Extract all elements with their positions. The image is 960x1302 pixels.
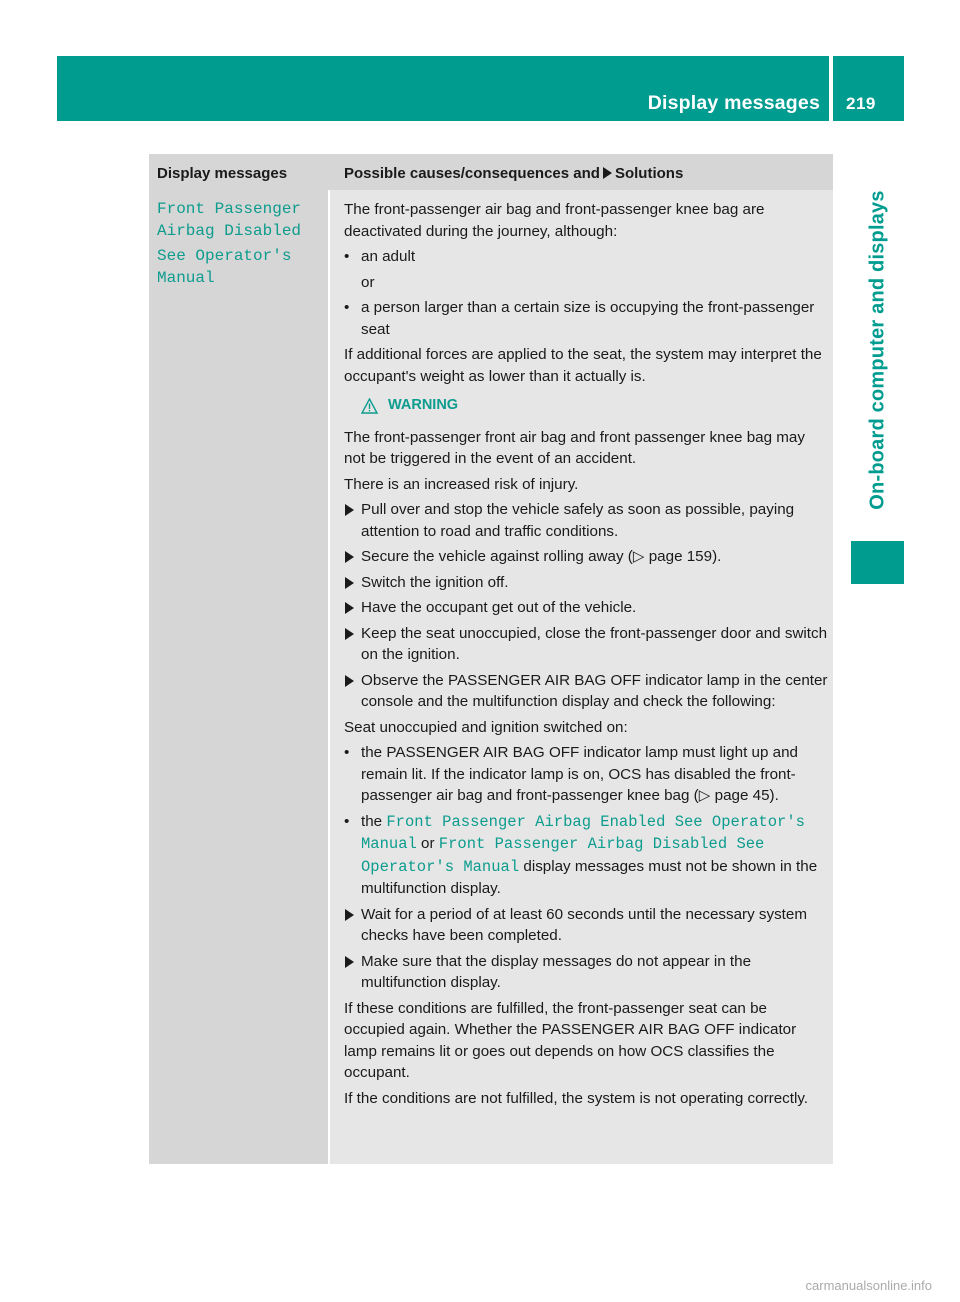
action-step: Have the occupant get out of the vehicle. xyxy=(344,597,830,619)
action-arrow-icon xyxy=(345,504,354,516)
list-item: • the PASSENGER AIR BAG OFF indicator lamp must light up and remain lit. If the indicator lamp is on, OCS has disabled the front-passenger air bag and front-passenger knee bag (▷ page 45). xyxy=(344,744,798,804)
action-step: Pull over and stop the vehicle safely as soon as possible, paying attention to road and traffic conditions. xyxy=(344,499,830,542)
body-paragraph: If these conditions are fulfilled, the front-passenger seat can be occupied again. Whether the PASSENGER AIR BAG OFF indicator lamp remains lit or goes out depends on how OCS classifies the occupant. xyxy=(344,999,797,1081)
warning-text: The front-passenger front air bag and front passenger knee bag may not be triggered in the event of an accident. xyxy=(344,428,805,467)
page-number: 219 xyxy=(846,94,876,113)
table-header xyxy=(149,154,833,190)
action-arrow-icon xyxy=(345,628,354,640)
action-arrow-icon xyxy=(345,909,354,921)
action-arrow-icon xyxy=(345,956,354,968)
action-arrow-icon xyxy=(345,675,354,687)
list-item: • a person larger than a certain size is occupying the front-passenger seat xyxy=(344,299,815,338)
action-step: Switch the ignition off. xyxy=(344,572,830,594)
action-step: Keep the seat unoccupied, close the front-passenger door and switch on the ignition. xyxy=(344,623,830,666)
solutions-content xyxy=(344,199,830,1113)
section-tab-marker xyxy=(851,541,904,584)
list-item: • an adult xyxy=(344,248,416,265)
warning-triangle-icon xyxy=(361,398,378,414)
section-tab-label: On-board computer and displays xyxy=(866,190,889,510)
body-text: or xyxy=(361,273,375,291)
body-paragraph: If additional forces are applied to the seat, the system may interpret the occupant's weight as lower than it actually is. xyxy=(344,346,822,385)
action-step: Secure the vehicle against rolling away (▷ page 159). xyxy=(344,546,830,568)
action-arrow-icon xyxy=(345,577,354,589)
body-paragraph: If the conditions are not fulfilled, the system is not operating correctly. xyxy=(344,1089,809,1107)
warning-heading: WARNING xyxy=(344,395,830,417)
body-paragraph: Seat unoccupied and ignition switched on: xyxy=(344,718,628,736)
action-step: Observe the PASSENGER AIR BAG OFF indicator lamp in the center console and the multifunction display and check the following: xyxy=(344,670,830,713)
list-item: • the Front Passenger Airbag Enabled See Operator's Manual or Front Passenger Airbag Disabled See Operator's Manual display messages must not be shown in the multifunction display. xyxy=(344,812,818,897)
action-step: Wait for a period of at least 60 seconds until the necessary system checks have been completed. xyxy=(344,904,830,947)
message-column xyxy=(149,190,328,1164)
action-arrow-icon xyxy=(345,551,354,563)
col2-header: Possible causes/consequences and Solutions xyxy=(344,165,684,182)
action-arrow-icon xyxy=(603,167,612,179)
page-title: Display messages xyxy=(647,92,820,114)
action-arrow-icon xyxy=(345,602,354,614)
display-messages-table xyxy=(149,154,833,1164)
watermark: carmanualsonline.info xyxy=(805,1278,932,1293)
warning-text: There is an increased risk of injury. xyxy=(344,475,579,493)
display-message: Front Passenger Airbag Disabled See Operator's Manual xyxy=(157,200,302,287)
body-paragraph: The front-passenger air bag and front-passenger knee bag are deactivated during the journey, although: xyxy=(344,201,765,240)
col1-header: Display messages xyxy=(157,165,288,182)
action-step: Make sure that the display messages do not appear in the multifunction display. xyxy=(344,951,830,994)
